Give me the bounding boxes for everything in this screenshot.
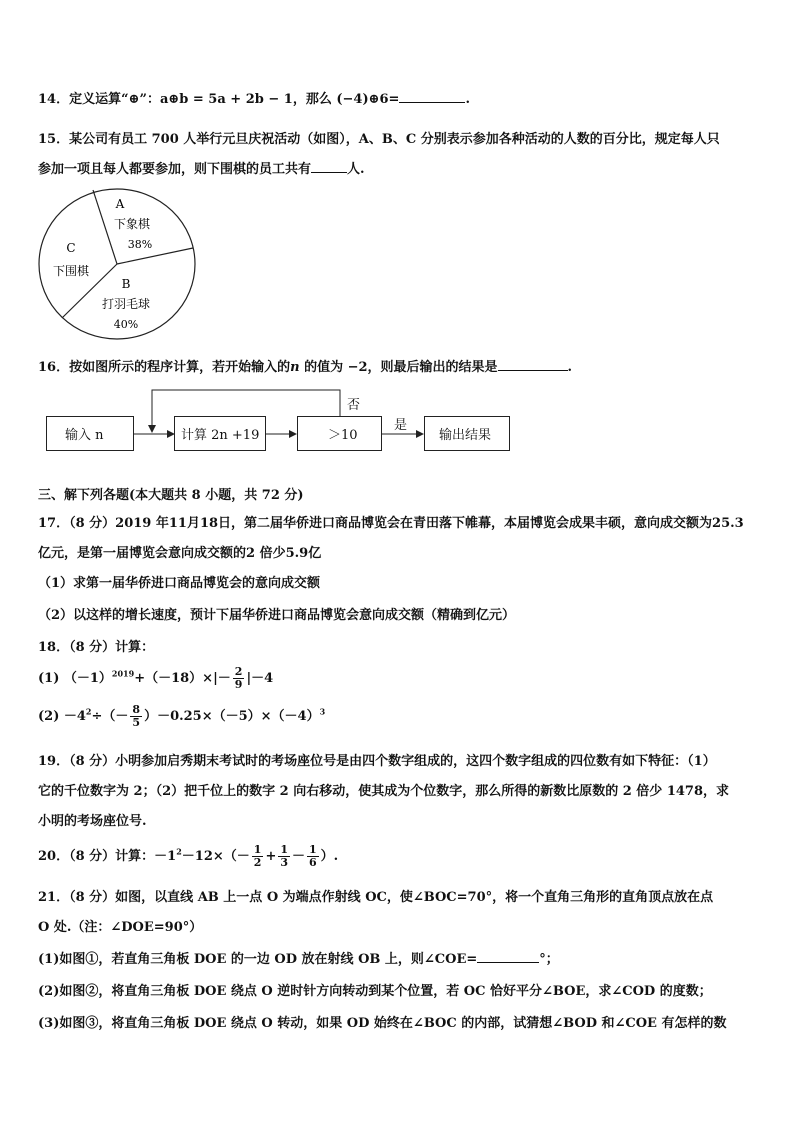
q18-p2-exponent1: 2 — [85, 706, 92, 717]
question-19-line2: 它的千位数字为 2；（2）把千位上的数字 2 向右移动，使其成为个位数字，那么所得的新数比原数的 2 倍少 1478，求 — [38, 784, 730, 799]
flow-compare-label: ＞10 — [328, 428, 358, 443]
question-21-sub1 — [38, 948, 559, 967]
q21-sub1-text: (1)如图①，若直角三角板 DOE 的一边 OD 放在射线 OB 上，则∠COE= — [38, 952, 478, 967]
flow-compare-box — [297, 416, 382, 451]
q20-f3-num: 1 — [309, 843, 317, 856]
q14-answer-blank — [399, 90, 465, 103]
q18-p1-den: 9 — [234, 678, 243, 691]
q14-expression: (−4)⊕6= — [336, 92, 400, 107]
q20-f3-den: 6 — [309, 856, 317, 869]
q16-variable: n — [290, 360, 300, 375]
flow-input-box — [46, 416, 134, 451]
q18-p2-b: ÷（－ — [91, 709, 129, 724]
question-21-line1: 21．（8 分）如图，以直线 AB 上一点 O 为端点作射线 OC，使∠BOC=70°，将一个直角三角形的直角顶点放在点 — [38, 890, 714, 905]
question-17-sub1: （1）求第一届华侨进口商品博览会的意向成交额 — [38, 576, 321, 591]
q15-line2-text: 参加一项且每人都要参加，则下围棋的员工共有 — [38, 162, 312, 177]
q16-text-end: . — [567, 360, 573, 375]
question-18-part2 — [38, 704, 325, 729]
q20-plus: + — [265, 849, 277, 864]
q14-end: . — [465, 92, 470, 107]
pie-a-name: 下象棋 — [113, 217, 151, 231]
question-15-line1: 15．某公司有员工 700 人举行元旦庆祝活动（如图），A、B、C 分别表示参加各种活动的人数的百分比，规定每人只 — [38, 132, 720, 147]
q18-p1-a: (1) （－1） — [38, 671, 112, 686]
q18-p2-fraction — [130, 704, 142, 729]
question-19-line3: 小明的考场座位号. — [38, 814, 147, 829]
q18-p1-exponent: 2019 — [111, 668, 135, 679]
question-17-line1: 17．（8 分）2019 年11月18日，第二届华侨进口商品博览会在青田落下帷幕，本届博览会成果丰硕，意向成交额为25.3 — [38, 516, 744, 531]
question-17-line2: 亿元，是第一届博览会意向成交额的2 倍少5.9亿 — [38, 546, 322, 561]
q20-a: 20．（8 分）计算：－1 — [38, 849, 177, 864]
q20-fraction-2 — [278, 844, 290, 869]
q18-p1-c: |－4 — [246, 671, 274, 686]
flow-no-label: 否 — [347, 398, 361, 413]
section-3-heading: 三、解下列各题(本大题共 8 小题，共 72 分) — [38, 488, 304, 503]
question-18-part1 — [38, 666, 273, 691]
question-19-line1: 19．（8 分）小明参加启秀期末考试时的考场座位号是由四个数字组成的，这四个数字组成的四位数有如下特征：（1） — [38, 754, 716, 769]
question-21-sub2: (2)如图②，将直角三角板 DOE 绕点 O 逆时针方向转动到某个位置，若 OC 恰好平分∠BOE，求∠COD 的度数； — [38, 984, 712, 999]
question-14 — [38, 88, 470, 107]
flow-output-label: 输出结果 — [439, 428, 492, 443]
question-20 — [38, 844, 338, 869]
pie-b-letter: B — [121, 277, 131, 291]
pie-c-name: 下围棋 — [52, 264, 90, 278]
q18-p2-den: 5 — [132, 716, 141, 729]
pie-a-percent: 38% — [127, 238, 153, 251]
pie-a-letter: A — [115, 197, 125, 211]
q20-f1-den: 2 — [253, 856, 262, 869]
q14-prefix: 14．定义运算“⊕”：a⊕b = 5a + 2b − 1，那么 — [38, 92, 332, 107]
q20-end: ）. — [320, 849, 339, 864]
q20-f2-num: 1 — [280, 843, 288, 856]
q15-answer-blank — [311, 160, 347, 173]
q18-p2-c: ）－0.25×（－5）×（－4） — [144, 709, 320, 724]
q18-p2-exponent2: 3 — [319, 706, 326, 717]
q15-line2-end: 人. — [347, 162, 365, 177]
q20-fraction-1 — [252, 844, 264, 869]
question-18-title: 18．（8 分）计算： — [38, 640, 155, 655]
q18-p1-b: +（－18）×|－ — [134, 671, 231, 686]
q18-p2-num: 8 — [132, 703, 141, 716]
flow-input-label: 输入 n — [65, 428, 104, 443]
question-15-line2 — [38, 158, 365, 177]
q20-f2-den: 3 — [280, 856, 288, 869]
pie-c-letter: C — [66, 241, 76, 255]
q20-minus: － — [292, 849, 306, 864]
q18-p2-a: (2) －4 — [38, 709, 86, 724]
q18-p1-fraction — [233, 666, 245, 691]
flow-compute-box — [174, 416, 266, 451]
question-21-sub3: (3)如图③，将直角三角板 DOE 绕点 O 转动，如果 OD 始终在∠BOC 的内部，试猜想∠BOD 和∠COE 有怎样的数 — [38, 1016, 727, 1031]
q16-answer-blank — [498, 358, 568, 371]
q20-f1-num: 1 — [253, 843, 262, 856]
question-16 — [38, 356, 572, 375]
q20-fraction-3 — [307, 844, 319, 869]
q20-b: －12×（－ — [181, 849, 250, 864]
q16-text-pre: 16．按如图所示的程序计算，若开始输入的 — [38, 360, 291, 375]
question-21-line2: O 处.（注：∠DOE=90°） — [38, 920, 203, 935]
pie-b-name: 打羽毛球 — [101, 297, 151, 311]
pie-b-percent: 40% — [113, 318, 139, 331]
flow-yes-label: 是 — [394, 418, 408, 433]
question-17-sub2: （2）以这样的增长速度，预计下届华侨进口商品博览会意向成交额（精确到亿元） — [38, 608, 516, 623]
q16-text-mid: 的值为 −2，则最后输出的结果是 — [299, 360, 498, 375]
q18-p1-num: 2 — [234, 665, 243, 678]
q21-sub1-end: °； — [539, 952, 559, 967]
flow-output-box — [424, 416, 510, 451]
pie-chart — [36, 186, 200, 344]
q21-answer-blank — [477, 950, 539, 963]
q20-exponent: 2 — [176, 846, 182, 857]
flow-compute-label: 计算 2n +19 — [181, 428, 260, 443]
